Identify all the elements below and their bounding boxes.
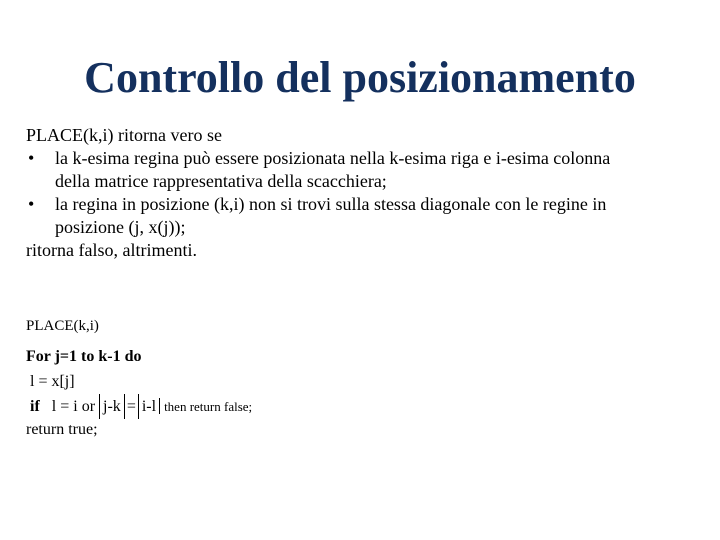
pseudocode-line-if [26,394,706,419]
abs-value-2 [138,394,159,419]
pseudocode-block [26,316,706,441]
equals-text: = [126,398,136,415]
bullet-marker: • [28,194,35,214]
abs-bar-end [159,398,160,414]
bullet-item-2 [26,193,706,239]
outro-text: ritorna falso, altrimenti. [26,240,197,260]
pseudocode-line-assign: l = x[j] [30,373,75,390]
abs-value-1 [99,394,124,419]
intro-text: PLACE(k,i) ritorna vero se [26,125,222,145]
bullet-text-1 [55,147,610,193]
condition-text: l = i or [51,398,96,415]
equals-sign [124,394,138,419]
bullet-text-2 [55,193,606,239]
pseudocode-line-for: For j=1 to k-1 do [26,348,142,365]
abs-value-1-text: j-k [103,398,121,415]
bullet-2-line-1: la regina in posizione (k,i) non si trovi sulla stessa diagonale con le regine in [55,194,607,214]
then-return-text: then return false; [164,399,253,414]
slide-body [26,124,706,262]
slide-title: Controllo del posizionamento [84,53,636,102]
abs-value-2-text: i-l [141,398,157,415]
pseudocode-line-return: return true; [26,421,98,438]
bullet-marker: • [28,148,35,168]
keyword-if: if [30,398,40,415]
bullet-2-line-2: posizione (j, x(j)); [55,217,186,237]
bullet-1-line-1: la k-esima regina può essere posizionata nella k-esima riga e i-esima colonna [55,148,611,168]
bullet-1-line-2: della matrice rappresentativa della scacchiera; [55,171,387,191]
pseudocode-header: PLACE(k,i) [26,318,99,334]
bullet-item-1 [26,147,706,193]
